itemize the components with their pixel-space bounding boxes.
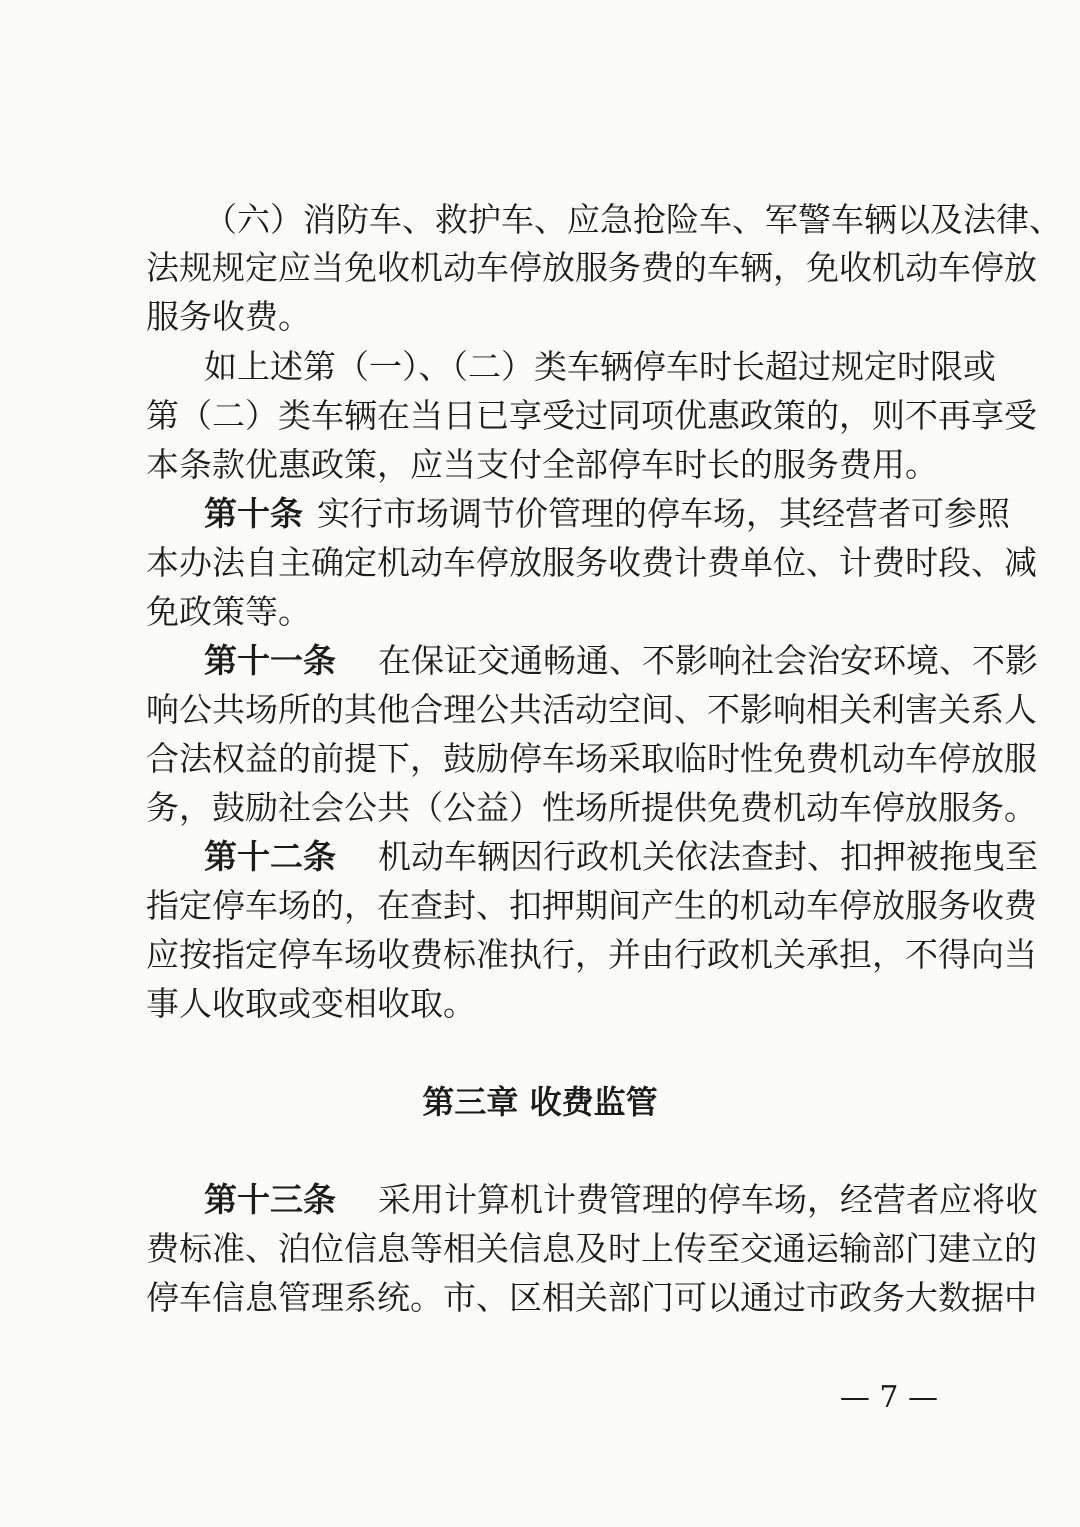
article-10-text: 实行市场调节价管理的停车场，其经营者可参照 [317,494,1010,533]
page-number: — 7 — [839,1380,938,1415]
article-11-text: 在保证交通畅通、不影响社会治安环境、不影 [378,641,1038,680]
paragraph-line: （六）消防车、救护车、应急抢险车、军警车辆以及法律、 [204,200,1062,239]
article-10-label: 第十条 [204,494,303,533]
paragraph-line: 如上述第（一）、（二）类车辆停车时长超过规定时限或 [204,347,996,386]
article-12-line-1 [204,833,1038,881]
paragraph-line: 免政策等。 [146,592,311,631]
paragraph-line: 本办法自主确定机动车停放服务收费计费单位、计费时段、减 [146,543,1037,582]
paragraph-line: 响公共场所的其他合理公共活动空间、不影响相关利害关系人 [146,690,1037,729]
paragraph-line: 合法权益的前提下，鼓励停车场采取临时性免费机动车停放服 [146,739,1037,778]
paragraph-line: 指定停车场的，在查封、扣押期间产生的机动车停放服务收费 [146,886,1037,925]
paragraph-line: 本条款优惠政策，应当支付全部停车时长的服务费用。 [146,445,938,484]
article-11-label: 第十一条 [204,641,336,680]
article-13-label: 第十三条 [204,1180,336,1219]
article-12-label: 第十二条 [204,837,336,876]
paragraph-line: 法规规定应当免收机动车停放服务费的车辆，免收机动车停放 [146,248,1037,287]
article-11-line-1 [204,637,1038,685]
chapter-heading: 第三章 收费监管 [422,1083,658,1121]
paragraph-line: 事人收取或变相收取。 [146,984,476,1023]
paragraph-line: 停车信息管理系统。市、区相关部门可以通过市政务大数据中 [146,1278,1037,1317]
article-13-line-1 [204,1176,1038,1224]
paragraph-line: 费标准、泊位信息等相关信息及时上传至交通运输部门建立的 [146,1229,1037,1268]
paragraph-line: 第（二）类车辆在当日已享受过同项优惠政策的，则不再享受 [146,396,1037,435]
article-12-text: 机动车辆因行政机关依法查封、扣押被拖曳至 [378,837,1038,876]
paragraph-line: 务，鼓励社会公共（公益）性场所提供免费机动车停放服务。 [146,788,1037,827]
paragraph-line: 应按指定停车场收费标准执行，并由行政机关承担，不得向当 [146,935,1037,974]
article-10-line-1 [204,490,1010,538]
article-13-text: 采用计算机计费管理的停车场，经营者应将收 [378,1180,1038,1219]
paragraph-line: 服务收费。 [146,297,311,336]
